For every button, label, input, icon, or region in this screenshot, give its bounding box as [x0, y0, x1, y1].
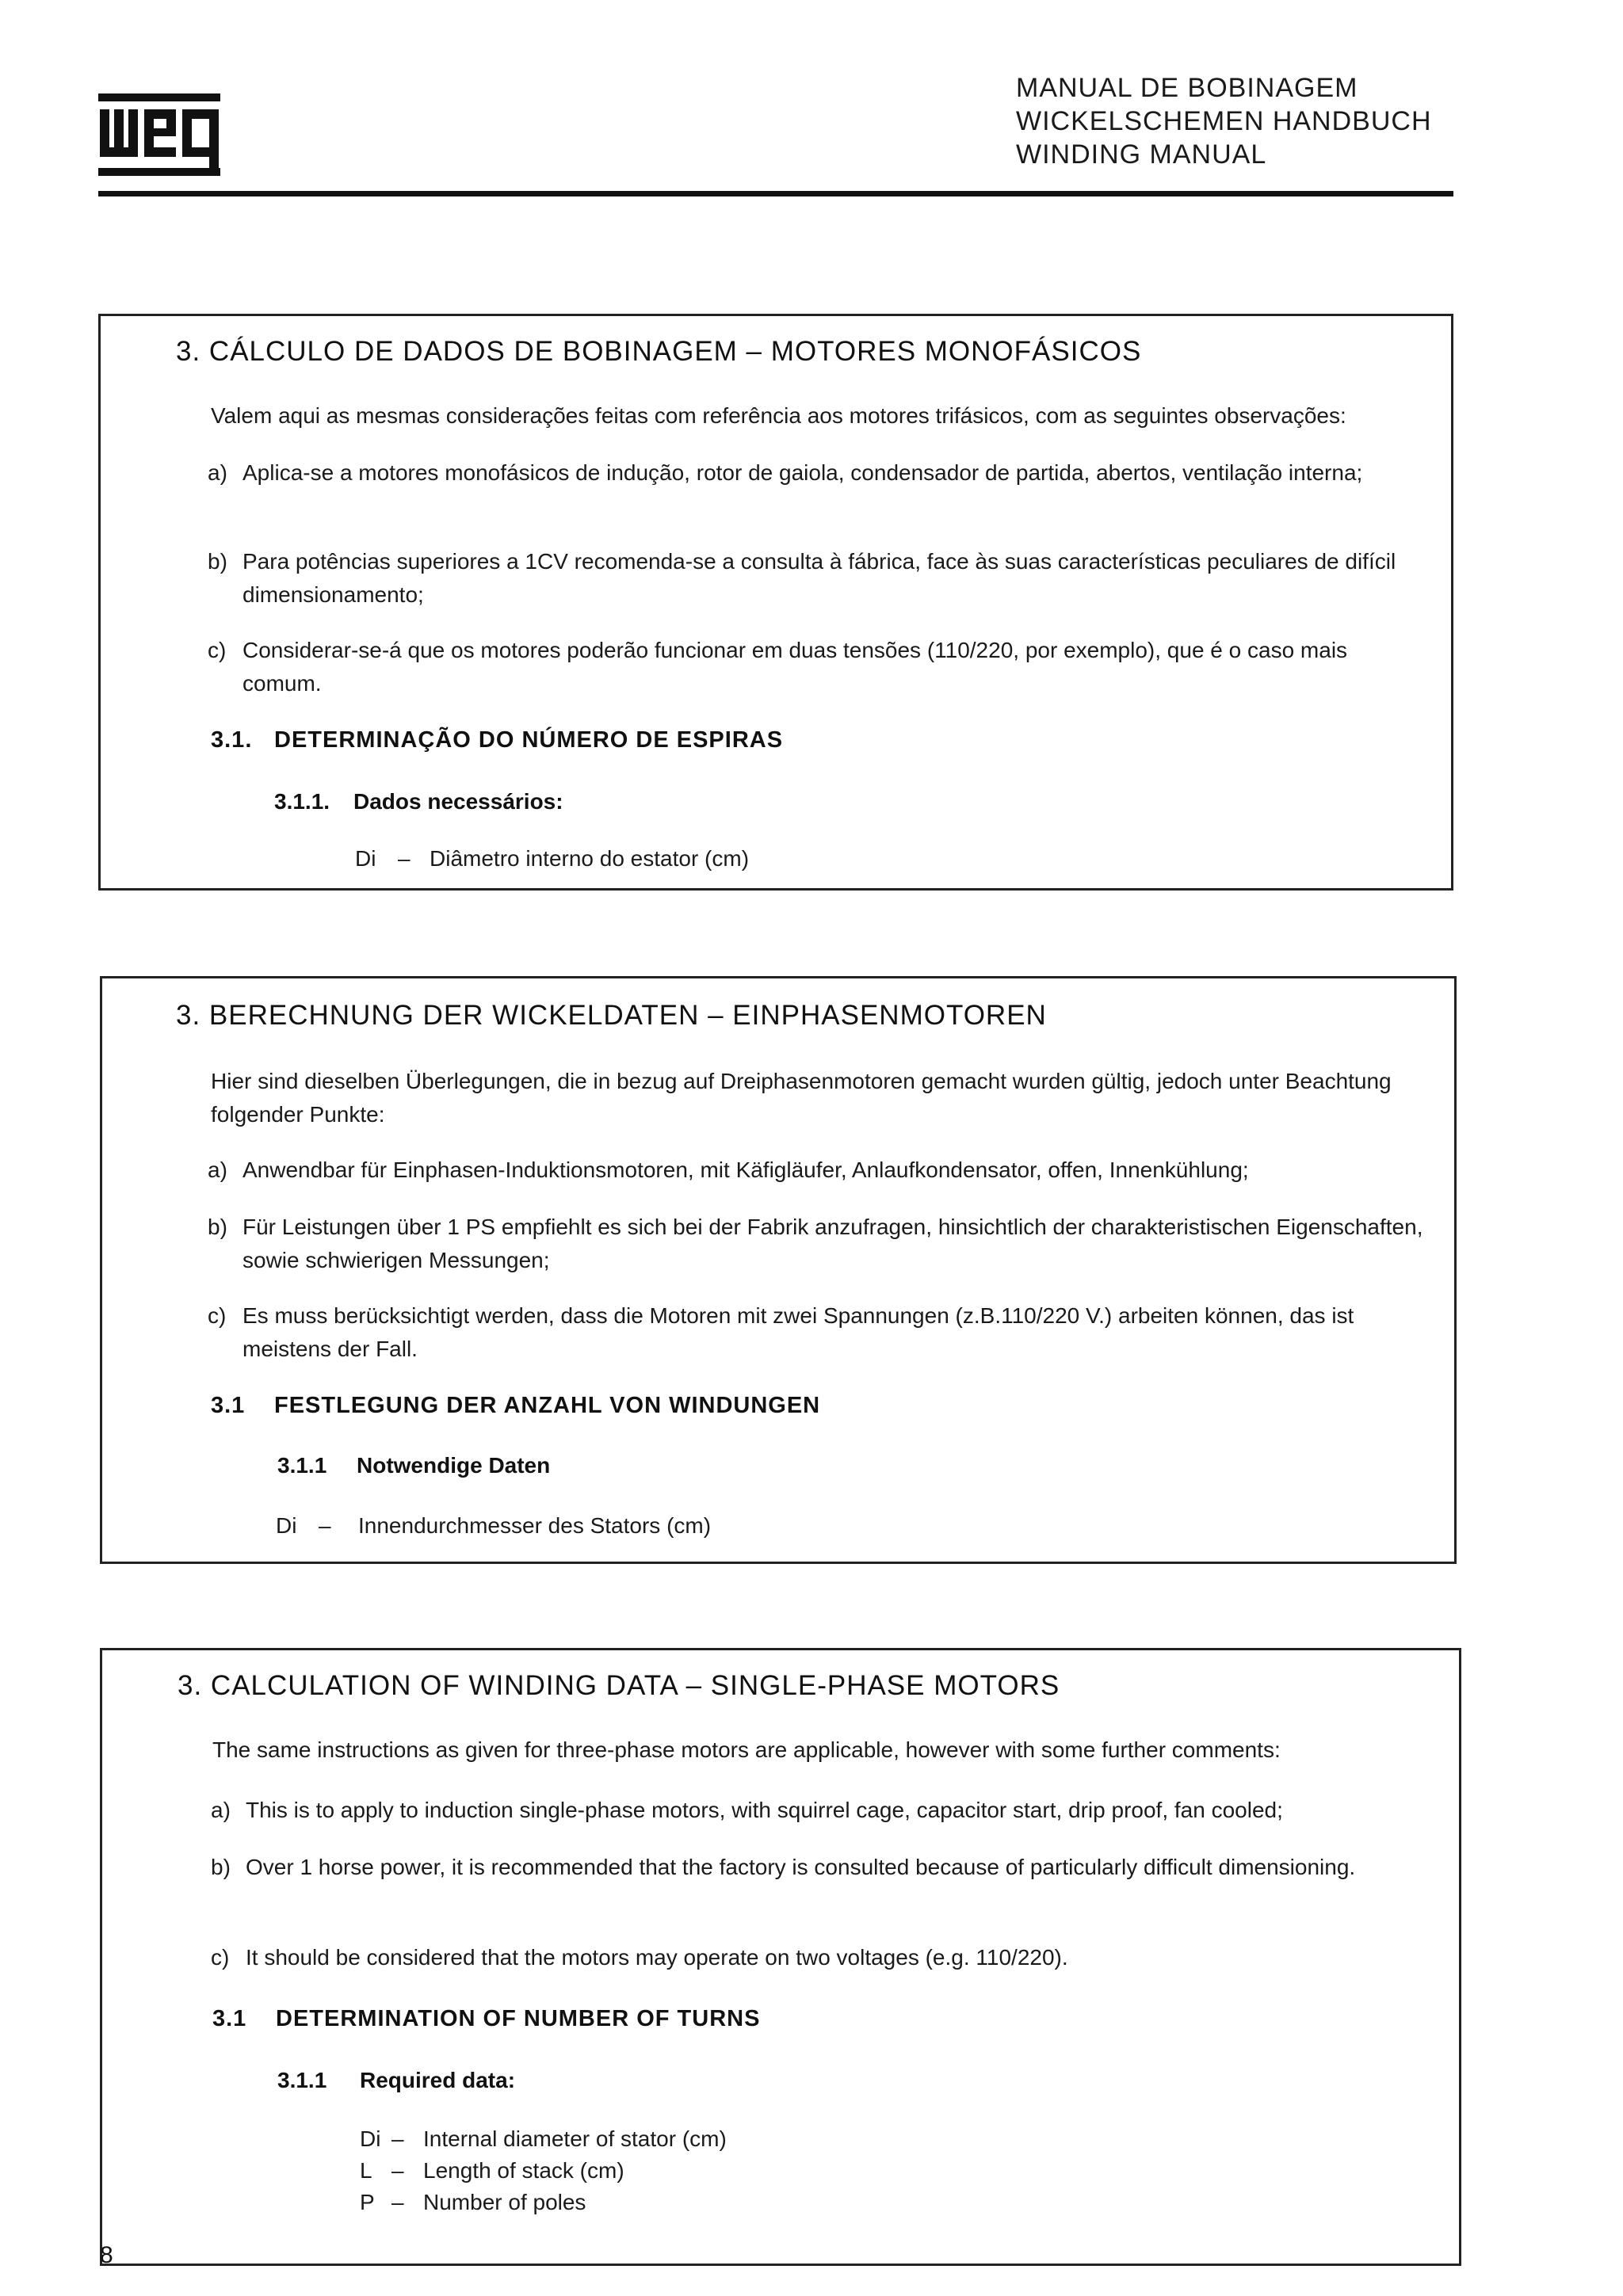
subsection-heading-de [211, 1393, 820, 1419]
header-title-en: WINDING MANUAL [1016, 139, 1267, 170]
variable-description: Diâmetro interno do estator (cm) [430, 846, 750, 871]
subsection-heading-en [212, 2006, 760, 2032]
document-header-titles [1016, 71, 1432, 171]
variable-symbol: L [360, 2158, 372, 2183]
section-title-de: 3. BERECHNUNG DER WICKELDATEN – EINPHASENMOTOREN [176, 1000, 1047, 1031]
subsubsection-heading-en [277, 2068, 515, 2093]
subsubsection-number: 3.1.1. [274, 789, 330, 814]
list-item-label: a) [208, 460, 227, 485]
header-title-de: WICKELSCHEMEN HANDBUCH [1016, 106, 1432, 136]
subsection-title: FESTLEGUNG DER ANZAHL VON WINDUNGEN [274, 1393, 821, 1418]
subsubsection-heading-pt [274, 789, 563, 814]
variable-row-en-l [360, 2158, 624, 2183]
list-item-label: a) [211, 1798, 231, 1822]
list-item-text: Es muss berücksichtigt werden, dass die Motoren mit zwei Spannungen (z.B.110/220 V.) arbeiten können, das ist meistens der Fall. [242, 1303, 1354, 1361]
intro-paragraph-pt: Valem aqui as mesmas considerações feitas com referência aos motores trifásicos, com as seguintes observações: [211, 403, 1346, 428]
variable-row-en-di [360, 2126, 727, 2152]
section-title-en: 3. CALCULATION OF WINDING DATA – SINGLE-PHASE MOTORS [178, 1670, 1060, 1701]
list-item-text: Anwendbar für Einphasen-Induktionsmotoren, mit Käfigläufer, Anlaufkondensator, offen, Innenkühlung; [242, 1158, 1249, 1182]
intro-paragraph-de: Hier sind dieselben Überlegungen, die in bezug auf Dreiphasenmotoren gemacht wurden gültig, jedoch unter Beachtung folgender Punkte: [211, 1069, 1392, 1127]
page-number: 8 [100, 2242, 113, 2268]
variable-description: Number of poles [423, 2190, 586, 2214]
subsection-number: 3.1. [211, 727, 253, 753]
list-item-label: b) [208, 1215, 227, 1239]
section-title-pt: 3. CÁLCULO DE DADOS DE BOBINAGEM – MOTORES MONOFÁSICOS [176, 336, 1142, 367]
variable-dash: – [391, 2190, 404, 2214]
subsection-number: 3.1 [211, 1393, 246, 1418]
subsubsection-title: Dados necessários: [353, 789, 563, 814]
variable-dash: – [391, 2158, 404, 2183]
variable-row-en-p [360, 2190, 586, 2215]
subsection-title: DETERMINATION OF NUMBER OF TURNS [276, 2006, 761, 2031]
subsection-heading-pt [211, 727, 783, 753]
variable-symbol: Di [276, 1513, 297, 1538]
subsubsection-number: 3.1.1 [277, 2068, 327, 2092]
variable-row-pt-di [355, 846, 749, 871]
subsubsection-title: Notwendige Daten [357, 1453, 551, 1478]
list-item-label: c) [211, 1945, 230, 1970]
variable-symbol: Di [360, 2126, 381, 2151]
variable-symbol: Di [355, 846, 376, 871]
subsubsection-heading-de [277, 1453, 550, 1478]
list-item-text: This is to apply to induction single-phase motors, with squirrel cage, capacitor start, drip proof, fan cooled; [246, 1798, 1283, 1822]
variable-symbol: P [360, 2190, 375, 2214]
list-item-text: Aplica-se a motores monofásicos de indução, rotor de gaiola, condensador de partida, abertos, ventilação interna; [242, 460, 1363, 485]
list-item-label: b) [208, 549, 227, 574]
list-item-label: c) [208, 638, 227, 662]
subsection-number: 3.1 [212, 2006, 247, 2031]
intro-paragraph-en: The same instructions as given for three-phase motors are applicable, however with some further comments: [212, 1737, 1281, 1762]
list-item-text: Für Leistungen über 1 PS empfiehlt es sich bei der Fabrik anzufragen, hinsichtlich der charakteristischen Eigenschaften, sowie schwierigen Messungen; [242, 1215, 1423, 1272]
variable-description: Innendurchmesser des Stators (cm) [358, 1513, 712, 1538]
list-item-label: a) [208, 1158, 227, 1182]
list-item-label: c) [208, 1303, 227, 1328]
list-item-text: Para potências superiores a 1CV recomenda-se a consulta à fábrica, face às suas características peculiares de difícil dimensionamento; [242, 549, 1396, 607]
list-item-text: It should be considered that the motors may operate on two voltages (e.g. 110/220). [246, 1945, 1068, 1970]
variable-dash: – [398, 846, 411, 871]
list-item-text: Over 1 horse power, it is recommended that the factory is consulted because of particularly difficult dimensioning. [246, 1855, 1356, 1879]
subsubsection-title: Required data: [360, 2068, 516, 2092]
variable-description: Internal diameter of stator (cm) [423, 2126, 727, 2151]
list-item-label: b) [211, 1855, 231, 1879]
subsubsection-number: 3.1.1 [277, 1453, 327, 1478]
weg-logo [98, 93, 220, 176]
list-item-text: Considerar-se-á que os motores poderão funcionar em duas tensões (110/220, por exemplo), que é o caso mais comum. [242, 638, 1348, 696]
header-rule [98, 191, 1453, 196]
variable-dash: – [319, 1513, 331, 1538]
variable-description: Length of stack (cm) [423, 2158, 624, 2183]
variable-dash: – [391, 2126, 404, 2151]
header-title-pt: MANUAL DE BOBINAGEM [1016, 73, 1358, 103]
subsection-title: DETERMINAÇÃO DO NÚMERO DE ESPIRAS [274, 727, 784, 753]
variable-row-de-di [276, 1513, 711, 1539]
